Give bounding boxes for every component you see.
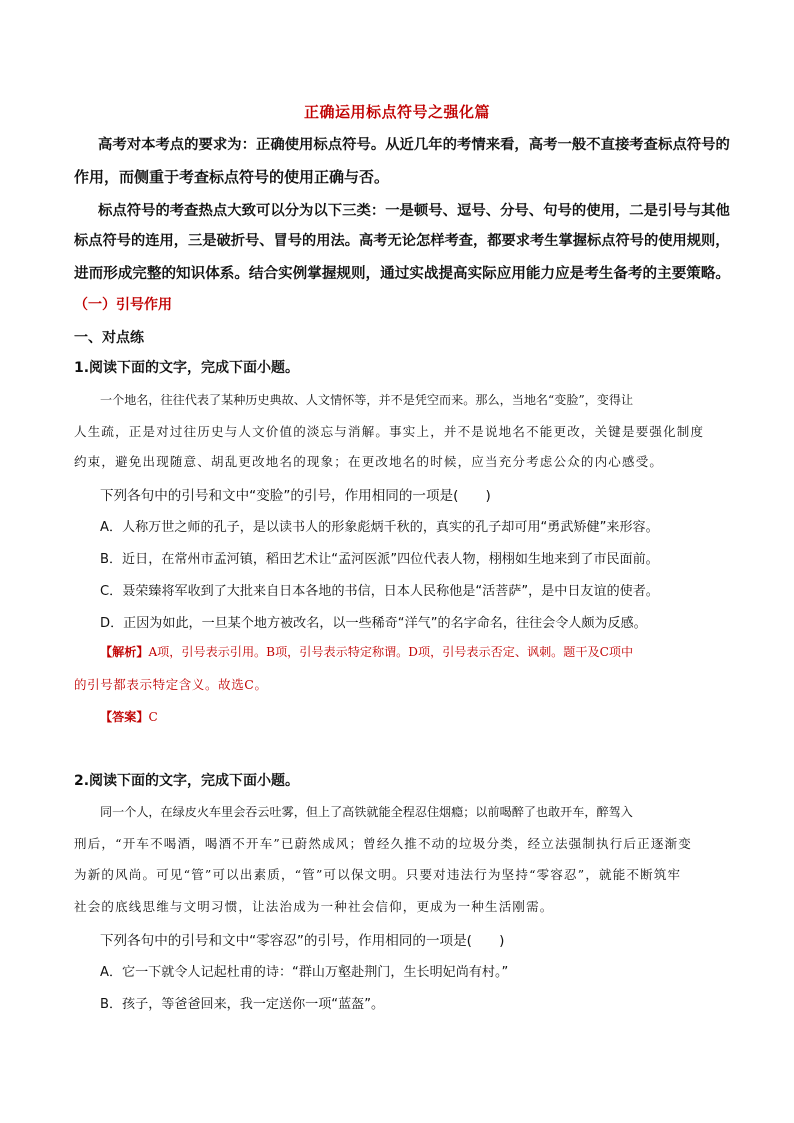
- section-heading-practice: 一、对点练: [74, 330, 144, 346]
- question-2-heading: 2.阅读下面的文字，完成下面小题。: [74, 773, 300, 789]
- section-heading-quotes: （一）引号作用: [74, 297, 172, 313]
- question-1-stem: 下列各句中的引号和文中“变脸”的引号，作用相同的一项是( ): [100, 488, 491, 504]
- page-title: 正确运用标点符号之强化篇: [303, 103, 490, 121]
- intro-paragraph-1-line-2: 作用，而侧重于考查标点符号的使用正确与否。: [74, 168, 390, 186]
- intro-paragraph-2-line-2: 标点符号的连用，三是破折号、冒号的用法。高考无论怎样考查，都要求考生掌握标点符号的使用规则，: [74, 233, 730, 249]
- question-1-answer: [100, 708, 750, 725]
- analysis-tag: 【解析】: [100, 645, 149, 659]
- question-2-passage-line-4: 社会的底线思维与文明习惯，让法治成为一种社会信仰，更成为一种生活刚需。: [74, 899, 554, 914]
- question-1-option-c: C．聂荣臻将军收到了大批来自日本各地的书信，日本人民称他是“活菩萨”，是中日友谊的使者。: [100, 584, 659, 599]
- question-1-option-a: A．人称万世之师的孔子，是以读书人的形象彪炳千秋的，真实的孔子却可用“勇武矫健”来形容。: [100, 520, 659, 535]
- question-1-passage-line-1: 一个地名，往往代表了某种历史典故、人文情怀等，并不是凭空而来。那么，当地名“变脸”，变得让: [100, 393, 634, 407]
- intro-paragraph-2-line-1: 标点符号的考查热点大致可以分为以下三类：一是顿号、逗号、分号、句号的使用，二是引号与其他: [98, 203, 730, 219]
- question-2-option-b: B．孩子，等爸爸回来，我一定送你一项“蓝盔”。: [100, 997, 385, 1012]
- question-1-analysis-line-2: 的引号都表示特定含义。故选C。: [74, 677, 268, 692]
- analysis-text: A项，引号表示引用。B项，引号表示特定称谓。D项，引号表示否定、讽刺。题干及C项中: [148, 645, 634, 659]
- question-2-option-a: A．它一下就令人记起杜甫的诗：“群山万壑赴荆门，生长明妃尚有村。”: [100, 965, 509, 980]
- question-1-passage-line-2: 人生疏，正是对过往历史与人文价值的淡忘与消解。事实上，并不是说地名不能更改，关键是要强化制度: [74, 424, 705, 439]
- question-1-heading: 1.阅读下面的文字，完成下面小题。: [74, 360, 300, 376]
- question-1-option-b: B．近日，在常州市孟河镇，稻田艺术让“孟河医派”四位代表人物，栩栩如生地来到了市民面前。: [100, 552, 659, 567]
- question-1-option-d: D．正因为如此，一旦某个地方被改名，以一些稀奇“洋气”的名字命名，往往会令人颇为反感。: [100, 616, 647, 631]
- question-1-passage-line-3: 约束，避免出现随意、胡乱更改地名的现象；在更改地名的时候，应当充分考虑公众的内心感受。: [74, 454, 664, 469]
- question-2-passage-line-1: 同一个人，在绿皮火车里会吞云吐雾，但上了高铁就能全程忍住烟瘾；以前喝醉了也敢开车，醉驾入: [100, 805, 633, 819]
- question-1-analysis-line-1: [100, 643, 750, 660]
- intro-paragraph-1-line-1: 高考对本考点的要求为：正确使用标点符号。从近几年的考情来看，高考一般不直接考查标点符号的: [98, 137, 730, 153]
- answer-value: C: [148, 710, 158, 724]
- intro-paragraph-2-line-3: 进而形成完整的知识体系。结合实例掌握规则，通过实战提高实际应用能力应是考生备考的主要策略。: [74, 265, 731, 282]
- question-2-stem: 下列各句中的引号和文中“零容忍”的引号，作用相同的一项是( ): [100, 933, 505, 949]
- question-2-passage-line-3: 为新的风尚。可见“管”可以出素质，“管”可以保文明。只要对违法行为坚持“零容忍”，就能不断筑牢: [74, 867, 682, 882]
- answer-tag: 【答案】: [100, 710, 149, 724]
- question-2-passage-line-2: 刑后，“开车不喝酒，喝酒不开车”已蔚然成风；曾经久推不动的垃圾分类，经立法强制执行后正逐渐变: [74, 836, 692, 851]
